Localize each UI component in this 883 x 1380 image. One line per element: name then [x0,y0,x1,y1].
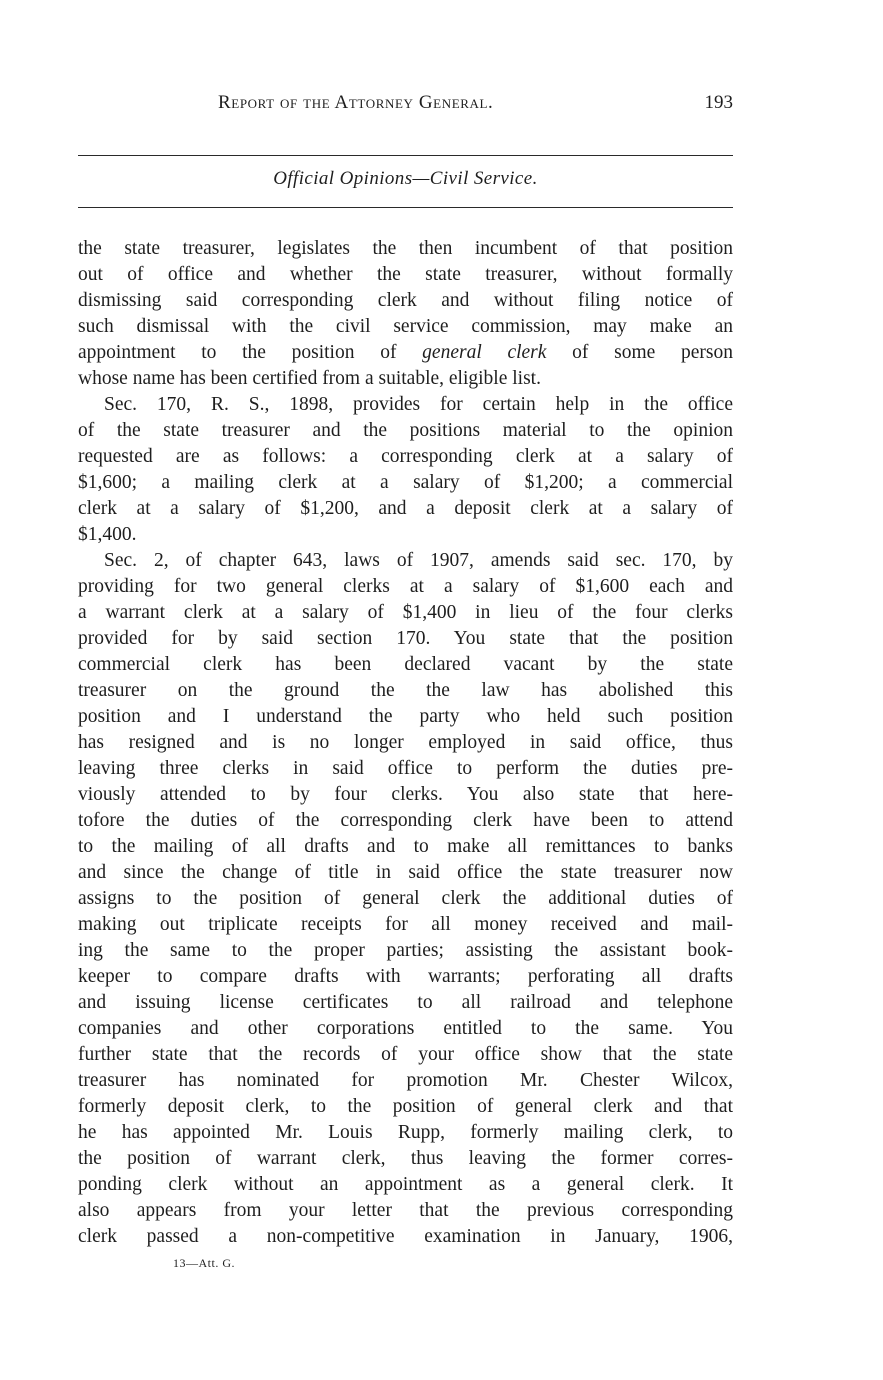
text-line: formerly deposit clerk, to the position of general clerk and that [78,1096,733,1117]
text-line: ponding clerk without an appointment as a general clerk. It [78,1174,733,1195]
text-line: and since the change of title in said office the state treasurer now [78,862,733,883]
text-line: tofore the duties of the corresponding clerk have been to attend [78,810,733,831]
text-line: a warrant clerk at a salary of $1,400 in lieu of the four clerks [78,602,733,623]
text-line: companies and other corporations entitled to the same. You [78,1018,733,1039]
text-line: treasurer has nominated for promotion Mr. Chester Wilcox, [78,1070,733,1091]
text-line: commercial clerk has been declared vacant by the state [78,654,733,675]
section-heading: Official Opinions—Civil Service. [273,168,538,189]
text-line: clerk at a salary of $1,200, and a deposit clerk at a salary of [78,498,733,519]
text-line: provided for by said section 170. You state that the position [78,628,733,649]
text-line: $1,400. [78,524,137,545]
text-line: appointment to the position of general clerk of some person [78,342,733,363]
text-line: he has appointed Mr. Louis Rupp, formerly mailing clerk, to [78,1122,733,1143]
text-line: whose name has been certified from a suitable, eligible list. [78,368,541,389]
text-line: also appears from your letter that the previous corresponding [78,1200,733,1221]
text-line: the position of warrant clerk, thus leaving the former corres- [78,1148,733,1169]
text-line: $1,600; a mailing clerk at a salary of $1,200; a commercial [78,472,733,493]
text-line: assigns to the position of general clerk the additional duties of [78,888,733,909]
running-title: Report of the Attorney General. [218,92,494,113]
text-line: position and I understand the party who held such position [78,706,733,727]
running-head [78,92,733,122]
text-line: to the mailing of all drafts and to make all remittances to banks [78,836,733,857]
text-line: making out triplicate receipts for all money received and mail- [78,914,733,935]
page-number: 193 [704,92,733,113]
header-rule-top [78,155,733,156]
text-line: of the state treasurer and the positions material to the opinion [78,420,733,441]
text-line: the state treasurer, legislates the then incumbent of that position [78,238,733,259]
signature-mark: 13—Att. G. [173,1256,235,1270]
text-line: Sec. 2, of chapter 643, laws of 1907, amends said sec. 170, by [104,550,733,571]
text-line: has resigned and is no longer employed in said office, thus [78,732,733,753]
text-line: ing the same to the proper parties; assisting the assistant book- [78,940,733,961]
italic-phrase: general clerk [422,342,547,363]
text-line: dismissing said corresponding clerk and without filing notice of [78,290,733,311]
header-rule-bottom [78,207,733,208]
text-line: and issuing license certificates to all railroad and telephone [78,992,733,1013]
text-line: requested are as follows: a corresponding clerk at a salary of [78,446,733,467]
text-line: out of office and whether the state treasurer, without formally [78,264,733,285]
text-line: providing for two general clerks at a salary of $1,600 each and [78,576,733,597]
text-line: clerk passed a non-competitive examination in January, 1906, [78,1226,733,1247]
text-line: leaving three clerks in said office to perform the duties pre- [78,758,733,779]
body-text [78,236,733,1250]
text-line: Sec. 170, R. S., 1898, provides for certain help in the office [104,394,733,415]
text-line: treasurer on the ground the the law has abolished this [78,680,733,701]
text-line: further state that the records of your office show that the state [78,1044,733,1065]
text-line: such dismissal with the civil service commission, may make an [78,316,733,337]
text-line: keeper to compare drafts with warrants; perforating all drafts [78,966,733,987]
text-line: viously attended to by four clerks. You also state that here- [78,784,733,805]
